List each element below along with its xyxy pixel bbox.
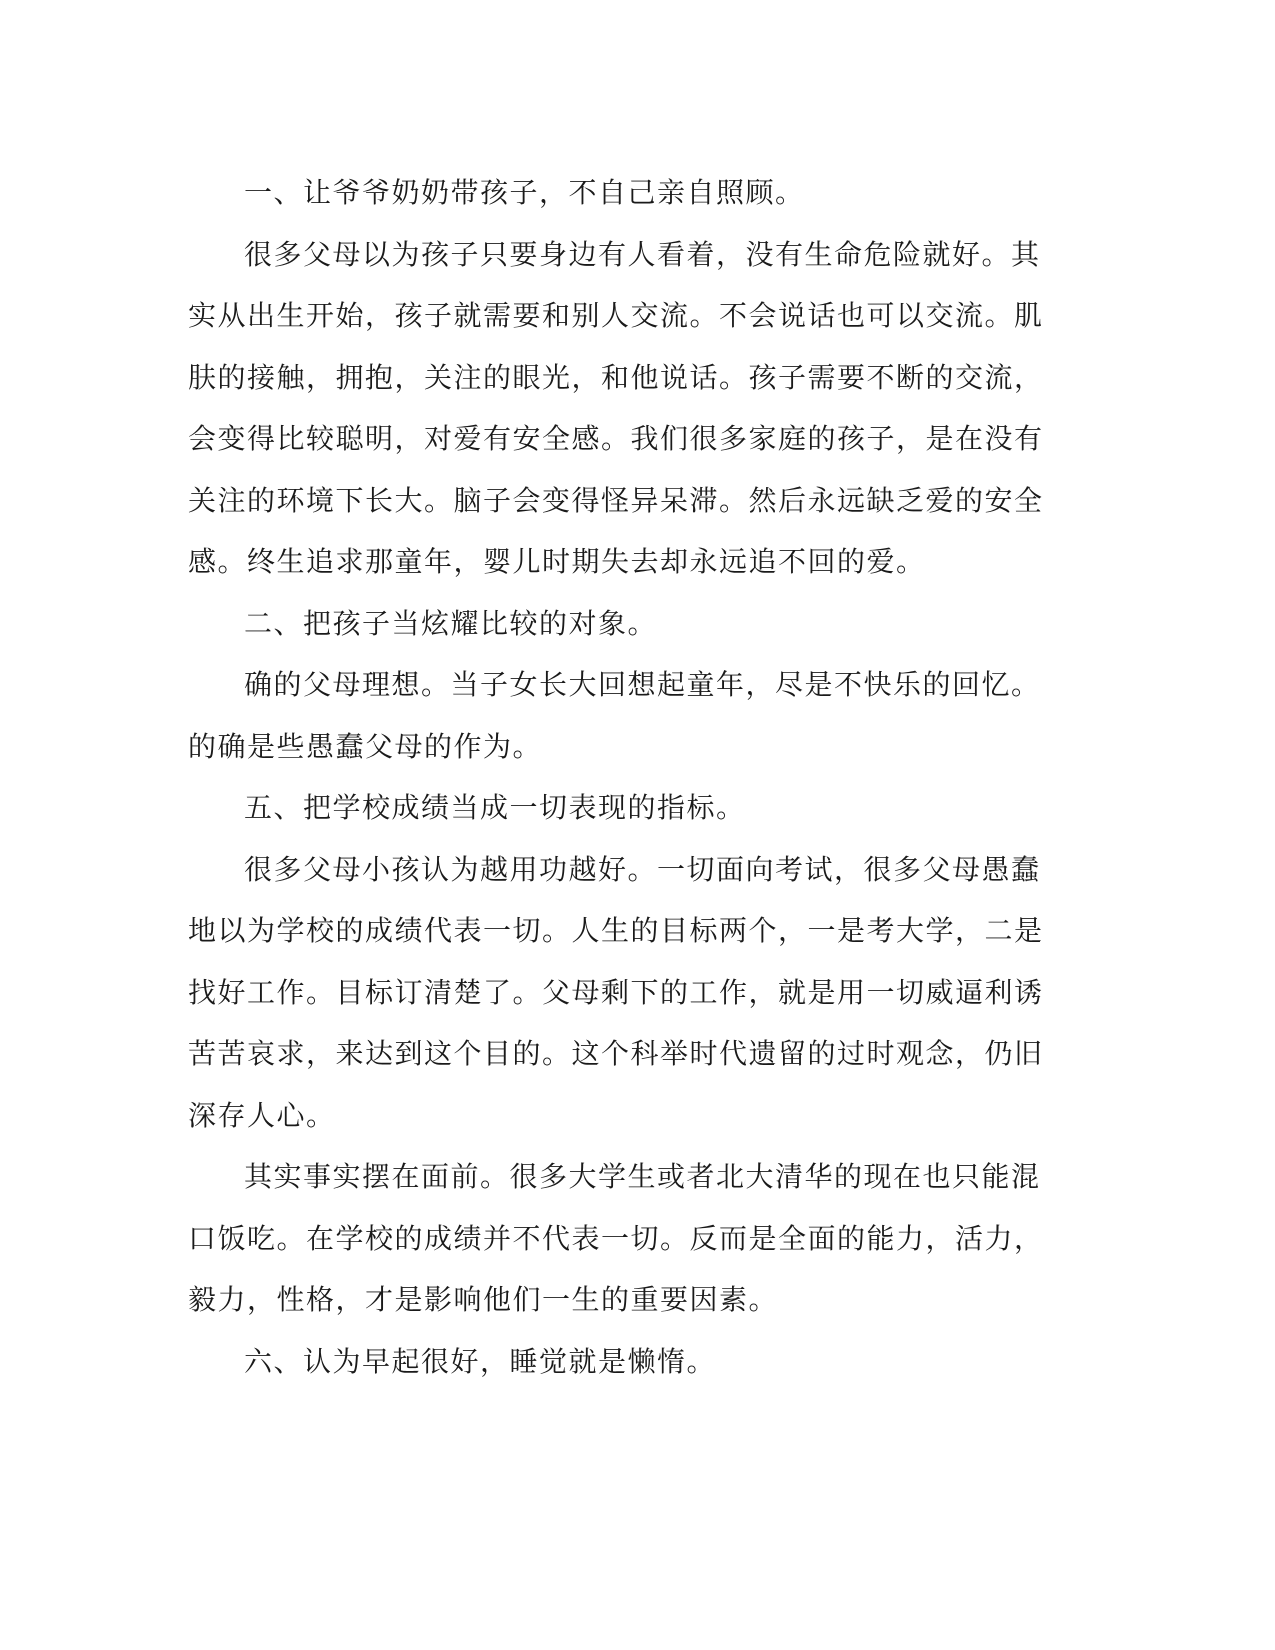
- paragraph-facts: 其实事实摆在面前。很多大学生或者北大清华的现在也只能混口饭吃。在学校的成绩并不代表一切。反而是全面的能力，活力，毅力，性格，才是影响他们一生的重要因素。: [188, 1160, 1044, 1316]
- heading-one: 一、让爷爷奶奶带孩子，不自己亲自照顾。: [244, 176, 805, 209]
- paragraph-parent-ideals: 确的父母理想。当子女长大回想起童年，尽是不快乐的回忆。的确是些愚蠢父母的作为。: [188, 668, 1041, 763]
- document-body: [188, 162, 1068, 1392]
- heading-six: 六、认为早起很好，睡觉就是懒惰。: [244, 1344, 717, 1378]
- paragraph-grandparents: 很多父母以为孩子只要身边有人看着，没有生命危险就好。其实从出生开始，孩子就需要和别人交流。不会说话也可以交流。肌肤的接触，拥抱，关注的眼光，和他说话。孩子需要不断的交流，会变得比较聪明，对爱有安全感。我们很多家庭的孩子，是在没有关注的环境下长大。脑子会变得怪异呆滞。然后永远缺乏爱的安全感。终生追求那童年，婴儿时期失去却永远追不回的爱。: [188, 237, 1044, 578]
- heading-two: 二、把孩子当炫耀比较的对象。: [244, 606, 658, 640]
- paragraph-school-grades: 很多父母小孩认为越用功越好。一切面向考试，很多父母愚蠢地以为学校的成绩代表一切。人生的目标两个，一是考大学，二是找好工作。目标订清楚了。父母剩下的工作，就是用一切威逼利诱苦苦哀求，来达到这个目的。这个科举时代遗留的过时观念，仍旧深存人心。: [188, 852, 1044, 1132]
- heading-five: 五、把学校成绩当成一切表现的指标。: [244, 791, 746, 824]
